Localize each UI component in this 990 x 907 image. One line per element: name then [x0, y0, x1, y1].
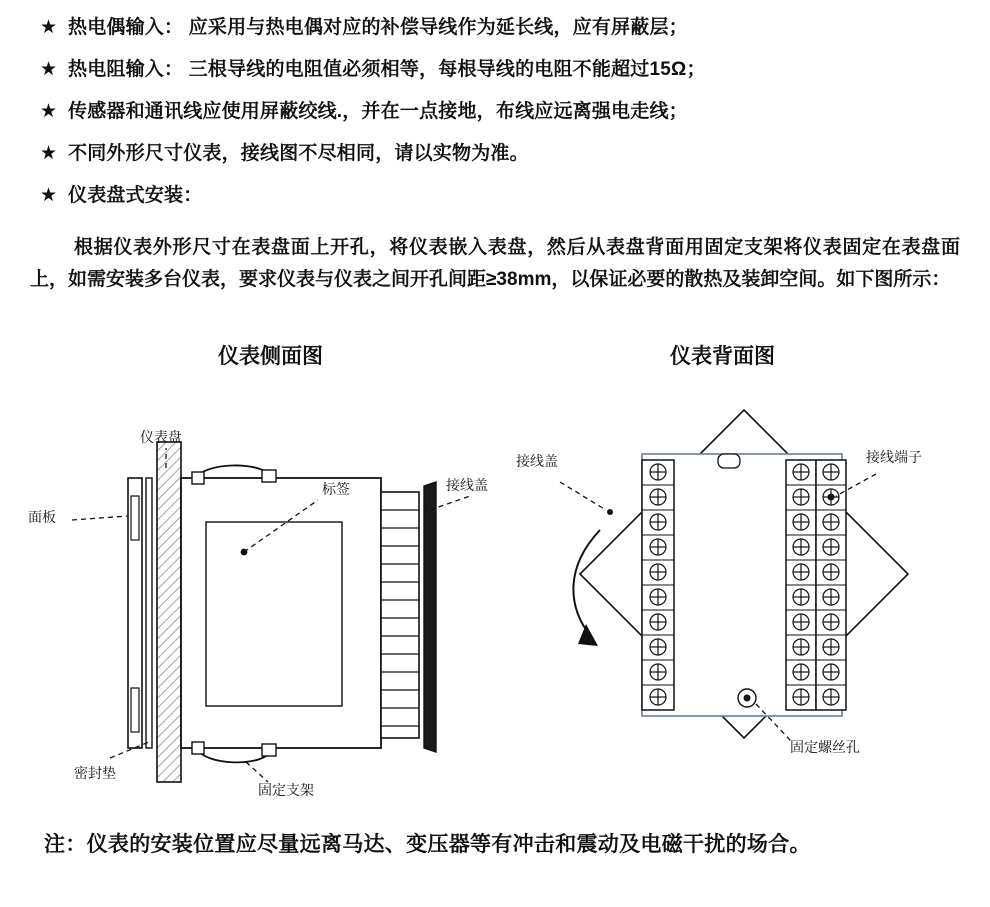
panel-board-shape [157, 442, 181, 782]
screw-hole-dot-bottom [744, 695, 751, 702]
list-item-text: 不同外形尺寸仪表，接线图不尽相同，请以实物为准。 [68, 143, 529, 164]
terminal-column-left [642, 460, 674, 710]
figure-title-back-view: 仪表背面图 [670, 344, 775, 368]
list-item-text: 热电阻输入： 三根导线的电阻值必须相等，每根导线的电阻不能超过15Ω； [68, 59, 706, 80]
bullet-list [0, 14, 990, 224]
list-item-text: 热电偶输入： 应采用与热电偶对应的补偿导线作为延长线，应有屏蔽层； [68, 17, 688, 38]
list-item [0, 98, 990, 126]
list-item [0, 140, 990, 168]
seal-gasket-shape [146, 478, 152, 748]
list-item [0, 182, 990, 210]
back-view-figure [516, 410, 922, 755]
label-screw-hole: 固定螺丝孔 [790, 739, 860, 755]
rotation-arrow [573, 530, 600, 638]
footer-note: 注：仪表的安装位置应尽量远离马达、变压器等有冲击和震动及电磁干扰的场合。 [44, 833, 811, 856]
side-view-figure [28, 429, 488, 798]
list-item [0, 56, 990, 84]
figures-area [0, 370, 990, 820]
rotation-arrow-head [578, 624, 598, 646]
figure-title-side-view: 仪表侧面图 [218, 344, 323, 368]
label-tag: 标签 [322, 481, 350, 497]
label-wiring-cover-side: 接线盖 [446, 477, 488, 493]
wiring-cover-shape [424, 482, 436, 752]
terminal-block-shape [381, 492, 419, 738]
star-icon: ★ [40, 143, 58, 164]
list-item-text: 传感器和通讯线应使用屏蔽绞线.，并在一点接地，布线应远离强电走线； [68, 101, 688, 122]
terminal-column-right [786, 460, 846, 710]
star-icon: ★ [40, 185, 58, 206]
label-tag-shape [206, 522, 342, 706]
label-front-panel: 面板 [28, 509, 56, 525]
front-panel-detail-bottom [131, 688, 139, 732]
label-wiring-cover-back: 接线盖 [516, 453, 558, 469]
star-icon: ★ [40, 17, 58, 38]
instrument-diagrams [0, 370, 990, 820]
list-item [0, 14, 990, 42]
front-panel-detail-top [131, 496, 139, 540]
label-seal-gasket: 密封垫 [74, 765, 116, 781]
star-icon: ★ [40, 59, 58, 80]
connector-notch [718, 454, 740, 468]
star-icon: ★ [40, 101, 58, 122]
label-wiring-terminal: 接线端子 [866, 449, 922, 465]
screw-hole-dot-top [828, 494, 835, 501]
label-panel-board: 仪表盘 [140, 429, 182, 445]
list-item-text: 仪表盘式安装： [68, 185, 203, 206]
body-paragraph: 根据仪表外形尺寸在表盘面上开孔，将仪表嵌入表盘，然后从表盘背面用固定支架将仪表固定在表盘面上，如需安装多台仪表，要求仪表与仪表之间开孔间距≥38mm，以保证必要的散热及装卸空间。如下图所示： [30, 237, 960, 290]
label-fixing-bracket: 固定支架 [258, 782, 314, 798]
